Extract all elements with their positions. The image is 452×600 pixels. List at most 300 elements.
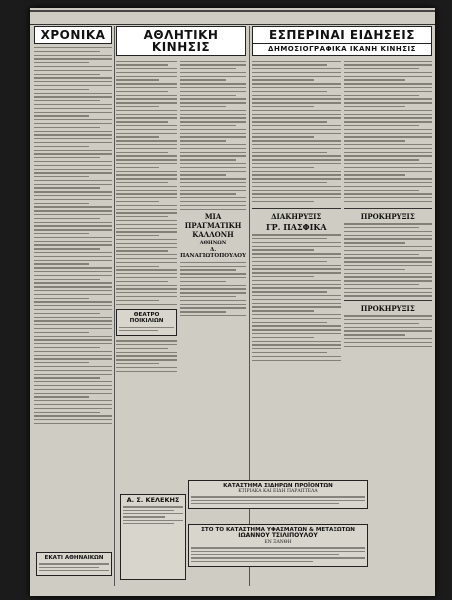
text-line: [116, 178, 177, 179]
text-line: [252, 144, 341, 145]
text-line: [252, 329, 341, 330]
text-line: [180, 163, 246, 164]
text-line: [180, 171, 246, 172]
text-line: [344, 174, 406, 175]
text-line: [252, 234, 341, 235]
text-line: [34, 138, 112, 139]
section-header-evening-news: ΕΣΠΕΡΙΝΑΙ ΕΙΔΗΣΕΙΣ: [252, 26, 432, 44]
text-line: [344, 254, 419, 255]
text-line: [180, 106, 226, 107]
theatre-title: ΘΕΑΤΡΟ ΠΟΙΚΙΛΙΩΝ: [129, 311, 164, 325]
text-line: [116, 216, 168, 217]
text-line: [116, 87, 177, 88]
text-line: [116, 235, 159, 236]
article-left: [252, 58, 341, 205]
text-line: [34, 169, 112, 170]
text-line: [116, 72, 177, 73]
ad-subtitle: ΕΝ ΞΑΝΘΗ: [264, 540, 292, 546]
text-line: [180, 91, 246, 92]
text-line: [344, 64, 433, 65]
text-line: [34, 366, 112, 367]
text-line: [116, 273, 177, 274]
text-line: [180, 155, 246, 156]
text-line: [34, 294, 112, 295]
text-line: [252, 249, 314, 250]
text-line: [34, 374, 112, 375]
text-line: [123, 513, 183, 514]
column-evening-news: [252, 26, 432, 546]
text-line: [34, 146, 89, 147]
masthead: [30, 8, 435, 25]
text-line: [116, 83, 177, 84]
text-line: [34, 222, 112, 223]
text-line: [252, 140, 341, 141]
text-line: [180, 167, 246, 168]
text-line: [116, 288, 177, 289]
text-line: [34, 412, 100, 413]
text-line: [34, 393, 112, 394]
text-line: [344, 201, 433, 202]
text-line: [39, 563, 109, 564]
text-line: [344, 223, 433, 224]
text-line: [180, 266, 246, 267]
text-line: [34, 305, 112, 306]
text-line: [116, 171, 177, 172]
column-chronika: [34, 26, 112, 526]
text-line: [180, 133, 246, 134]
text-line: [34, 400, 112, 401]
text-line: [34, 131, 112, 132]
text-line: [34, 290, 112, 291]
text-line: [34, 119, 112, 120]
text-line: [116, 159, 177, 160]
text-line: [252, 325, 341, 326]
text-line: [344, 342, 433, 343]
text-line: [344, 148, 433, 149]
text-line: [34, 150, 112, 151]
text-line: [34, 176, 89, 177]
text-line: [116, 367, 177, 368]
proclamation-title: ΠΡΟΚΗΡΥΞΙΣ: [360, 211, 415, 221]
text-line: [252, 83, 341, 84]
text-line: [191, 554, 339, 555]
column-athletics: [116, 26, 246, 546]
text-line: [344, 144, 433, 145]
text-line: [344, 87, 433, 88]
text-line: [344, 327, 433, 328]
text-line: [344, 125, 419, 126]
text-line: [34, 389, 112, 390]
notice-name: Δ. ΠΑΝΑΓΙΩΤΟΠΟΥΛΟΥ: [180, 247, 246, 260]
article-right: [180, 58, 246, 374]
text-line: [344, 106, 406, 107]
text-line: [252, 95, 341, 96]
newspaper-page: [30, 8, 435, 596]
text-line: [180, 72, 246, 73]
theatre-notice: [116, 309, 177, 336]
text-line: [180, 98, 246, 99]
text-line: [344, 292, 433, 293]
text-line: [252, 310, 314, 311]
text-line: [116, 239, 177, 240]
text-line: [34, 252, 112, 253]
text-line: [252, 356, 341, 357]
text-line: [252, 106, 314, 107]
text-line: [344, 182, 433, 183]
text-line: [344, 338, 433, 339]
proclamation-column: [344, 205, 433, 364]
text-line: [252, 268, 341, 269]
text-line: [180, 269, 236, 270]
text-line: [180, 125, 236, 126]
text-line: [116, 129, 177, 130]
text-line: [344, 102, 433, 103]
text-line: [119, 330, 158, 331]
text-line: [252, 193, 341, 194]
text-line: [180, 152, 246, 153]
masthead-rule: [30, 10, 435, 12]
text-line: [344, 190, 419, 191]
text-line: [34, 112, 112, 113]
text-line: [123, 506, 183, 507]
text-line: [180, 201, 246, 202]
text-line: [344, 330, 433, 331]
text-line: [34, 347, 100, 348]
text-line: [252, 287, 341, 288]
text-line: [116, 167, 159, 168]
text-line: [34, 244, 112, 245]
text-line: [252, 163, 341, 164]
text-line: [344, 315, 433, 316]
text-line: [116, 352, 177, 353]
text-line: [34, 89, 89, 90]
text-line: [252, 182, 327, 183]
text-line: [180, 61, 246, 62]
ad-box-fabrics: [188, 524, 368, 567]
text-line: [180, 140, 226, 141]
article-body: [34, 47, 112, 424]
text-line: [119, 327, 174, 328]
text-line: [34, 396, 89, 397]
text-line: [180, 121, 246, 122]
text-line: [252, 87, 341, 88]
text-line: [34, 115, 89, 116]
article-left: [116, 58, 177, 374]
text-line: [116, 340, 177, 341]
text-line: [34, 237, 112, 238]
text-line: [34, 256, 112, 257]
text-line: [180, 190, 246, 191]
text-line: [252, 291, 327, 292]
text-line: [344, 155, 433, 156]
text-line: [344, 257, 433, 258]
text-line: [344, 114, 433, 115]
text-line: [34, 351, 112, 352]
text-line: [116, 224, 177, 225]
column-divider: [114, 26, 115, 586]
text-line: [34, 187, 100, 188]
text-line: [116, 193, 177, 194]
text-line: [123, 520, 183, 521]
text-line: [191, 496, 365, 497]
text-line: [180, 117, 246, 118]
text-line: [180, 95, 236, 96]
text-line: [116, 363, 159, 364]
text-line: [344, 110, 433, 111]
ad-box-title: Α. Σ. ΚΕΛΕΚΗΣ: [126, 496, 180, 504]
divider: [252, 208, 341, 209]
text-line: [344, 193, 433, 194]
text-line: [116, 212, 177, 213]
text-line: [252, 303, 341, 304]
text-line: [34, 404, 112, 405]
text-line: [252, 261, 327, 262]
text-line: [344, 235, 433, 236]
text-line: [34, 66, 112, 67]
text-line: [34, 161, 112, 162]
text-line: [344, 197, 433, 198]
text-line: [34, 153, 112, 154]
text-line: [116, 102, 177, 103]
text-line: [344, 295, 433, 296]
text-line: [252, 265, 341, 266]
text-line: [116, 133, 177, 134]
text-line: [180, 315, 246, 316]
text-line: [34, 70, 112, 71]
text-line: [191, 561, 313, 562]
text-line: [34, 96, 112, 97]
text-line: [116, 292, 177, 293]
text-line: [252, 201, 314, 202]
text-line: [34, 123, 112, 124]
text-line: [252, 148, 341, 149]
text-line: [180, 292, 246, 293]
text-line: [34, 108, 112, 109]
text-line: [180, 114, 246, 115]
text-line: [39, 570, 109, 571]
text-line: [116, 79, 159, 80]
text-line: [180, 304, 246, 305]
text-line: [344, 61, 433, 62]
text-line: [116, 197, 177, 198]
text-line: [34, 271, 112, 272]
text-line: [344, 72, 433, 73]
text-line: [180, 64, 246, 65]
text-line: [34, 199, 112, 200]
text-line: [34, 77, 112, 78]
text-line: [116, 262, 177, 263]
text-line: [180, 285, 246, 286]
text-line: [252, 276, 314, 277]
text-line: [344, 79, 406, 80]
text-line: [252, 121, 327, 122]
text-line: [180, 209, 246, 210]
text-line: [180, 129, 246, 130]
text-line: [344, 68, 419, 69]
text-line: [116, 136, 159, 137]
text-line: [116, 355, 177, 356]
divider: [344, 208, 433, 209]
ad-title: ΚΑΤΑΣΤΗΜΑ ΣΙΔΗΡΩΝ ΠΡΟΪΟΝΤΩΝ: [223, 483, 333, 489]
text-line: [252, 341, 341, 342]
section-header-athletics: ΑΘΛΗΤΙΚΗ ΚΙΝΗΣΙΣ: [116, 26, 246, 56]
text-line: [116, 300, 159, 301]
text-line: [252, 284, 341, 285]
text-line: [180, 307, 246, 308]
text-line: [180, 197, 246, 198]
text-line: [344, 171, 433, 172]
text-line: [252, 246, 341, 247]
text-line: [34, 286, 112, 287]
text-line: [34, 55, 112, 56]
text-line: [34, 157, 100, 158]
text-line: [116, 285, 177, 286]
text-line: [116, 250, 168, 251]
text-line: [344, 280, 433, 281]
text-line: [252, 91, 327, 92]
text-line: [180, 178, 246, 179]
text-line: [34, 408, 112, 409]
text-line: [344, 152, 433, 153]
text-line: [116, 125, 177, 126]
text-line: [344, 231, 433, 232]
text-line: [116, 371, 177, 372]
text-line: [39, 567, 99, 568]
section-header-chronika: ΧΡΟΝΙΚΑ: [34, 26, 112, 44]
text-line: [116, 266, 159, 267]
text-line: [252, 152, 327, 153]
text-line: [34, 298, 89, 299]
text-line: [252, 72, 341, 73]
text-line: [344, 246, 433, 247]
text-line: [252, 167, 314, 168]
notice-title: ΔΙΑΚΗΡΥΞΙΣ: [271, 211, 322, 221]
text-line: [34, 336, 112, 337]
text-line: [180, 83, 246, 84]
text-line: [34, 362, 89, 363]
text-line: [191, 503, 339, 504]
text-line: [116, 163, 177, 164]
text-line: [252, 174, 341, 175]
text-line: [344, 76, 433, 77]
text-line: [344, 250, 433, 251]
text-line: [123, 510, 174, 511]
text-line: [252, 344, 341, 345]
text-line: [34, 328, 112, 329]
text-line: [116, 205, 177, 206]
ad-box-athenaikon: [36, 552, 112, 576]
text-line: [252, 348, 341, 349]
text-line: [344, 121, 433, 122]
text-line: [344, 261, 433, 262]
text-line: [344, 334, 406, 335]
text-line: [191, 557, 365, 558]
text-line: [34, 191, 112, 192]
text-line: [34, 282, 112, 283]
text-line: [34, 241, 112, 242]
text-line: [344, 284, 419, 285]
text-line: [34, 184, 112, 185]
text-line: [116, 359, 177, 360]
text-line: [34, 320, 112, 321]
text-line: [34, 279, 100, 280]
text-line: [344, 140, 406, 141]
notice-heading: ΜΙΑ ΠΡΑΓΜΑΤΙΚΗ ΚΑΛΛΟΝΗ: [184, 212, 242, 240]
text-line: [252, 178, 341, 179]
text-line: [34, 423, 112, 424]
text-line: [34, 100, 100, 101]
text-line: [180, 300, 246, 301]
text-line: [34, 419, 112, 420]
proclamation-title-2: ΠΡΟΚΗΡΥΞΙΣ: [360, 303, 415, 313]
text-line: [344, 83, 433, 84]
text-line: [34, 142, 112, 143]
text-line: [34, 180, 112, 181]
text-line: [180, 76, 246, 77]
text-line: [34, 214, 112, 215]
text-line: [116, 110, 177, 111]
text-line: [34, 210, 112, 211]
text-line: [123, 523, 174, 524]
text-line: [180, 288, 246, 289]
text-line: [252, 171, 341, 172]
text-line: [180, 311, 226, 312]
text-line: [116, 91, 168, 92]
text-line: [180, 87, 246, 88]
text-line: [252, 352, 327, 353]
text-line: [34, 127, 100, 128]
text-line: [344, 276, 433, 277]
text-line: [252, 114, 341, 115]
text-line: [180, 144, 246, 145]
text-line: [34, 339, 112, 340]
text-line: [34, 225, 112, 226]
ad-box-iron-products: [188, 480, 368, 509]
text-line: [116, 121, 168, 122]
text-line: [34, 385, 112, 386]
ad-box-kelekis: [120, 494, 186, 580]
text-line: [252, 299, 341, 300]
divider: [344, 300, 433, 301]
ad-title: ΕΚΑΤΙ ΑΘΗΝΑΙΚΩΝ: [44, 555, 104, 561]
text-line: [34, 93, 112, 94]
text-line: [34, 267, 112, 268]
text-line: [116, 220, 177, 221]
text-line: [34, 206, 112, 207]
text-line: [252, 360, 341, 361]
text-line: [116, 148, 177, 149]
text-line: [180, 110, 246, 111]
text-line: [344, 227, 419, 228]
text-line: [116, 155, 177, 156]
text-line: [116, 243, 177, 244]
text-line: [34, 74, 100, 75]
text-line: [116, 98, 177, 99]
text-line: [116, 174, 177, 175]
text-line: [34, 229, 112, 230]
text-line: [252, 159, 341, 160]
text-line: [34, 332, 89, 333]
text-line: [180, 136, 246, 137]
text-line: [252, 76, 341, 77]
text-line: [252, 133, 341, 134]
text-line: [344, 136, 433, 137]
text-line: [252, 136, 314, 137]
text-line: [34, 195, 112, 196]
text-line: [252, 79, 314, 80]
text-line: [252, 295, 341, 296]
text-line: [116, 348, 168, 349]
